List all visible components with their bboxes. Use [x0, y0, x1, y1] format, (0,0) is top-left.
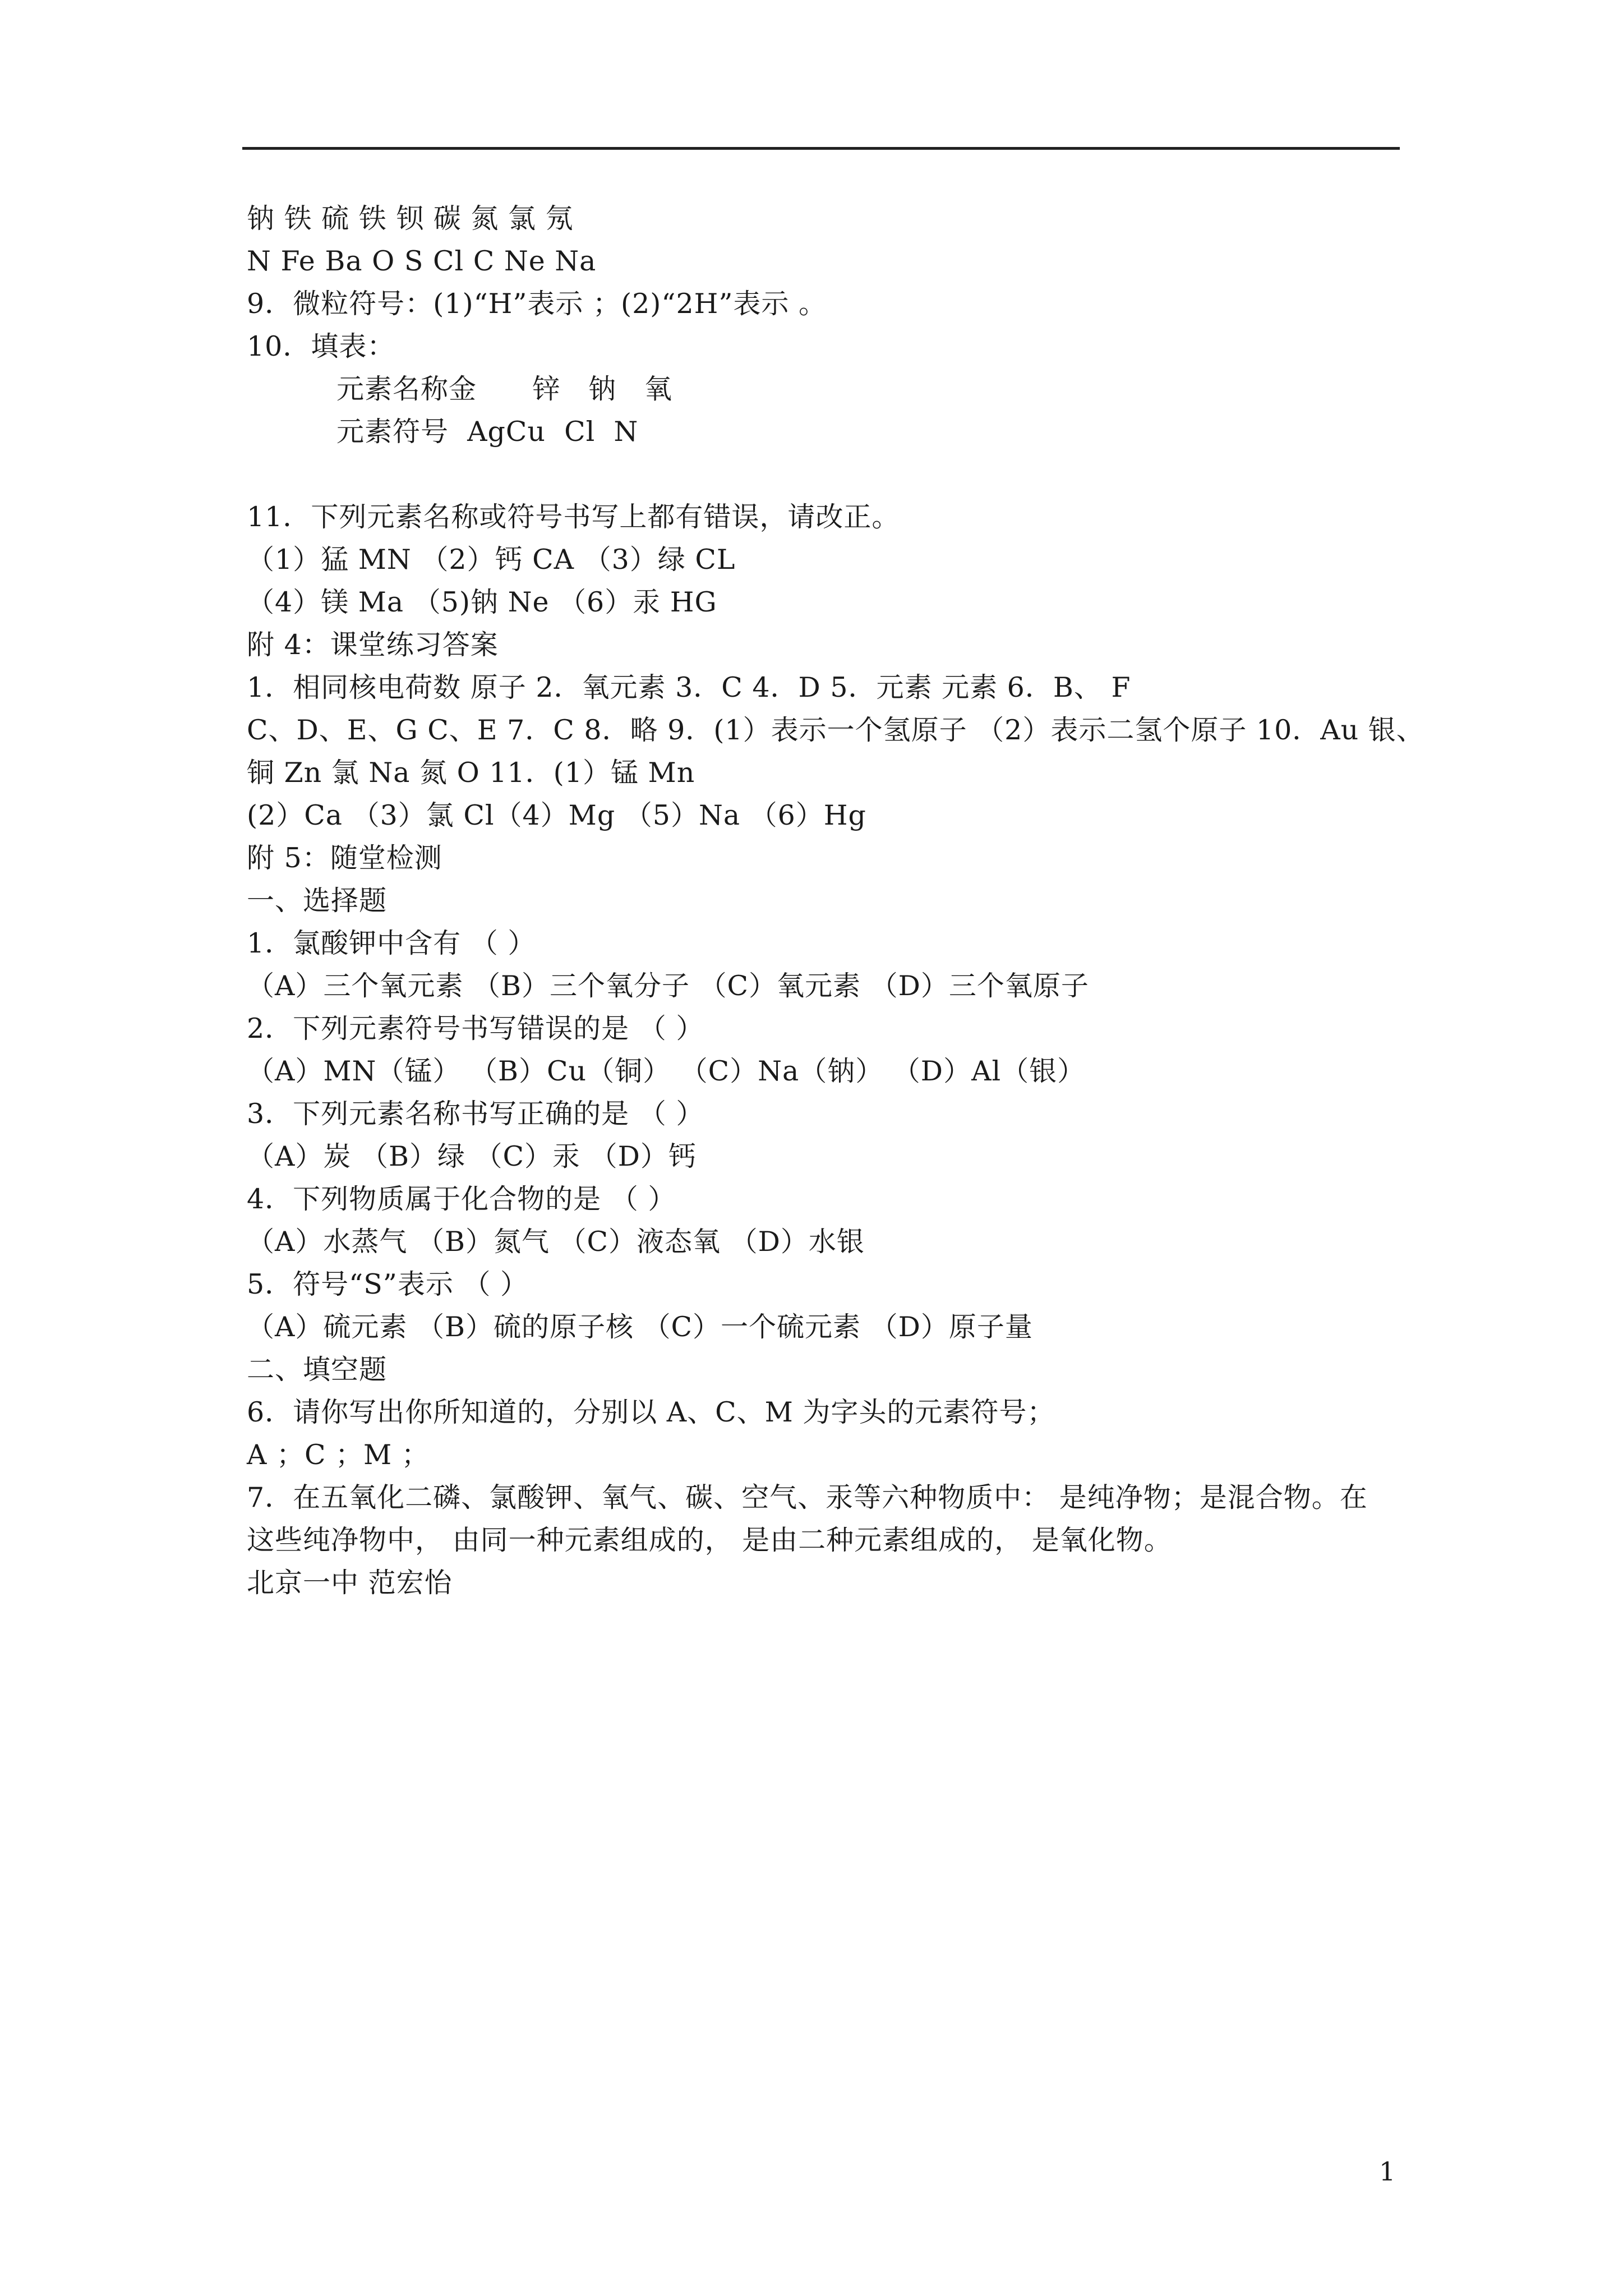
- appendix-5-heading: 附 5：随堂检测: [247, 842, 442, 874]
- question-11-items-1: （1）猛 MN （2）钙 CA （3）绿 CL: [247, 544, 736, 576]
- answer-line: 1．相同核电荷数 原子 2．氧元素 3．C 4．D 5．元素 元素 6．B、 F: [247, 671, 1131, 703]
- appendix-4-heading: 附 4：课堂练习答案: [247, 629, 499, 661]
- question-options: （A）硫元素 （B）硫的原子核 （C）一个硫元素 （D）原子量: [247, 1311, 1033, 1343]
- question-text: 5．符号“S”表示 （ ）: [247, 1268, 528, 1300]
- element-names-row: 钠 铁 硫 铁 钡 碳 氮 氯 氖: [247, 203, 574, 234]
- answer-line: C、D、E、G C、E 7．C 8．略 9．(1）表示一个氢原子 （2）表示二氢个原子 10．Au 银、: [247, 714, 1424, 746]
- element-symbols-row: N Fe Ba O S Cl C Ne Na: [247, 245, 597, 277]
- question-text: 4．下列物质属于化合物的是 （ ）: [247, 1183, 676, 1215]
- section-heading: 一、选择题: [247, 885, 388, 917]
- question-text: 3．下列元素名称书写正确的是 （ ）: [247, 1098, 704, 1130]
- answer-line: 铜 Zn 氯 Na 氮 O 11．(1）锰 Mn: [247, 757, 695, 789]
- author-line: 北京一中 范宏怡: [247, 1567, 453, 1599]
- answer-line: (2）Ca （3）氯 Cl（4）Mg （5）Na （6）Hg: [247, 799, 866, 831]
- question-text: 这些纯净物中， 由同一种元素组成的， 是由二种元素组成的， 是氧化物。: [247, 1524, 1172, 1556]
- question-text: 6．请你写出你所知道的，分别以 A、C、M 为字头的元素符号；: [247, 1396, 1055, 1428]
- question-options: （A）三个氧元素 （B）三个氧分子 （C）氧元素 （D）三个氧原子: [247, 970, 1089, 1002]
- fill-in-blanks: A ；C ；M ；: [247, 1439, 430, 1471]
- question-options: （A）水蒸气 （B）氮气 （C）液态氧 （D）水银: [247, 1226, 865, 1258]
- question-10: 10．填表：: [247, 330, 395, 362]
- question-text: 2．下列元素符号书写错误的是 （ ）: [247, 1013, 704, 1045]
- header-rule: [242, 147, 1400, 150]
- page-number: 1: [1379, 2156, 1396, 2187]
- question-options: （A）炭 （B）绿 （C）汞 （D）钙: [247, 1140, 697, 1172]
- section-heading: 二、填空题: [247, 1354, 388, 1386]
- question-options: （A）MN（锰） （B）Cu（铜） （C）Na（钠） （D）Al（银）: [247, 1055, 1086, 1087]
- table-row-names: 元素名称金 锌 钠 氧: [336, 373, 672, 405]
- question-11: 11．下列元素名称或符号书写上都有错误，请改正。: [247, 501, 900, 533]
- table-row-symbols: 元素符号 AgCu Cl N: [336, 416, 639, 448]
- question-text: 1．氯酸钾中含有 （ ）: [247, 927, 536, 959]
- question-11-items-2: （4）镁 Ma （5)钠 Ne （6）汞 HG: [247, 586, 717, 618]
- question-text: 7．在五氧化二磷、氯酸钾、氧气、碳、空气、汞等六种物质中： 是纯净物；是混合物。在: [247, 1481, 1368, 1513]
- question-9: 9．微粒符号：(1)“H”表示 ；(2)“2H”表示 。: [247, 288, 827, 320]
